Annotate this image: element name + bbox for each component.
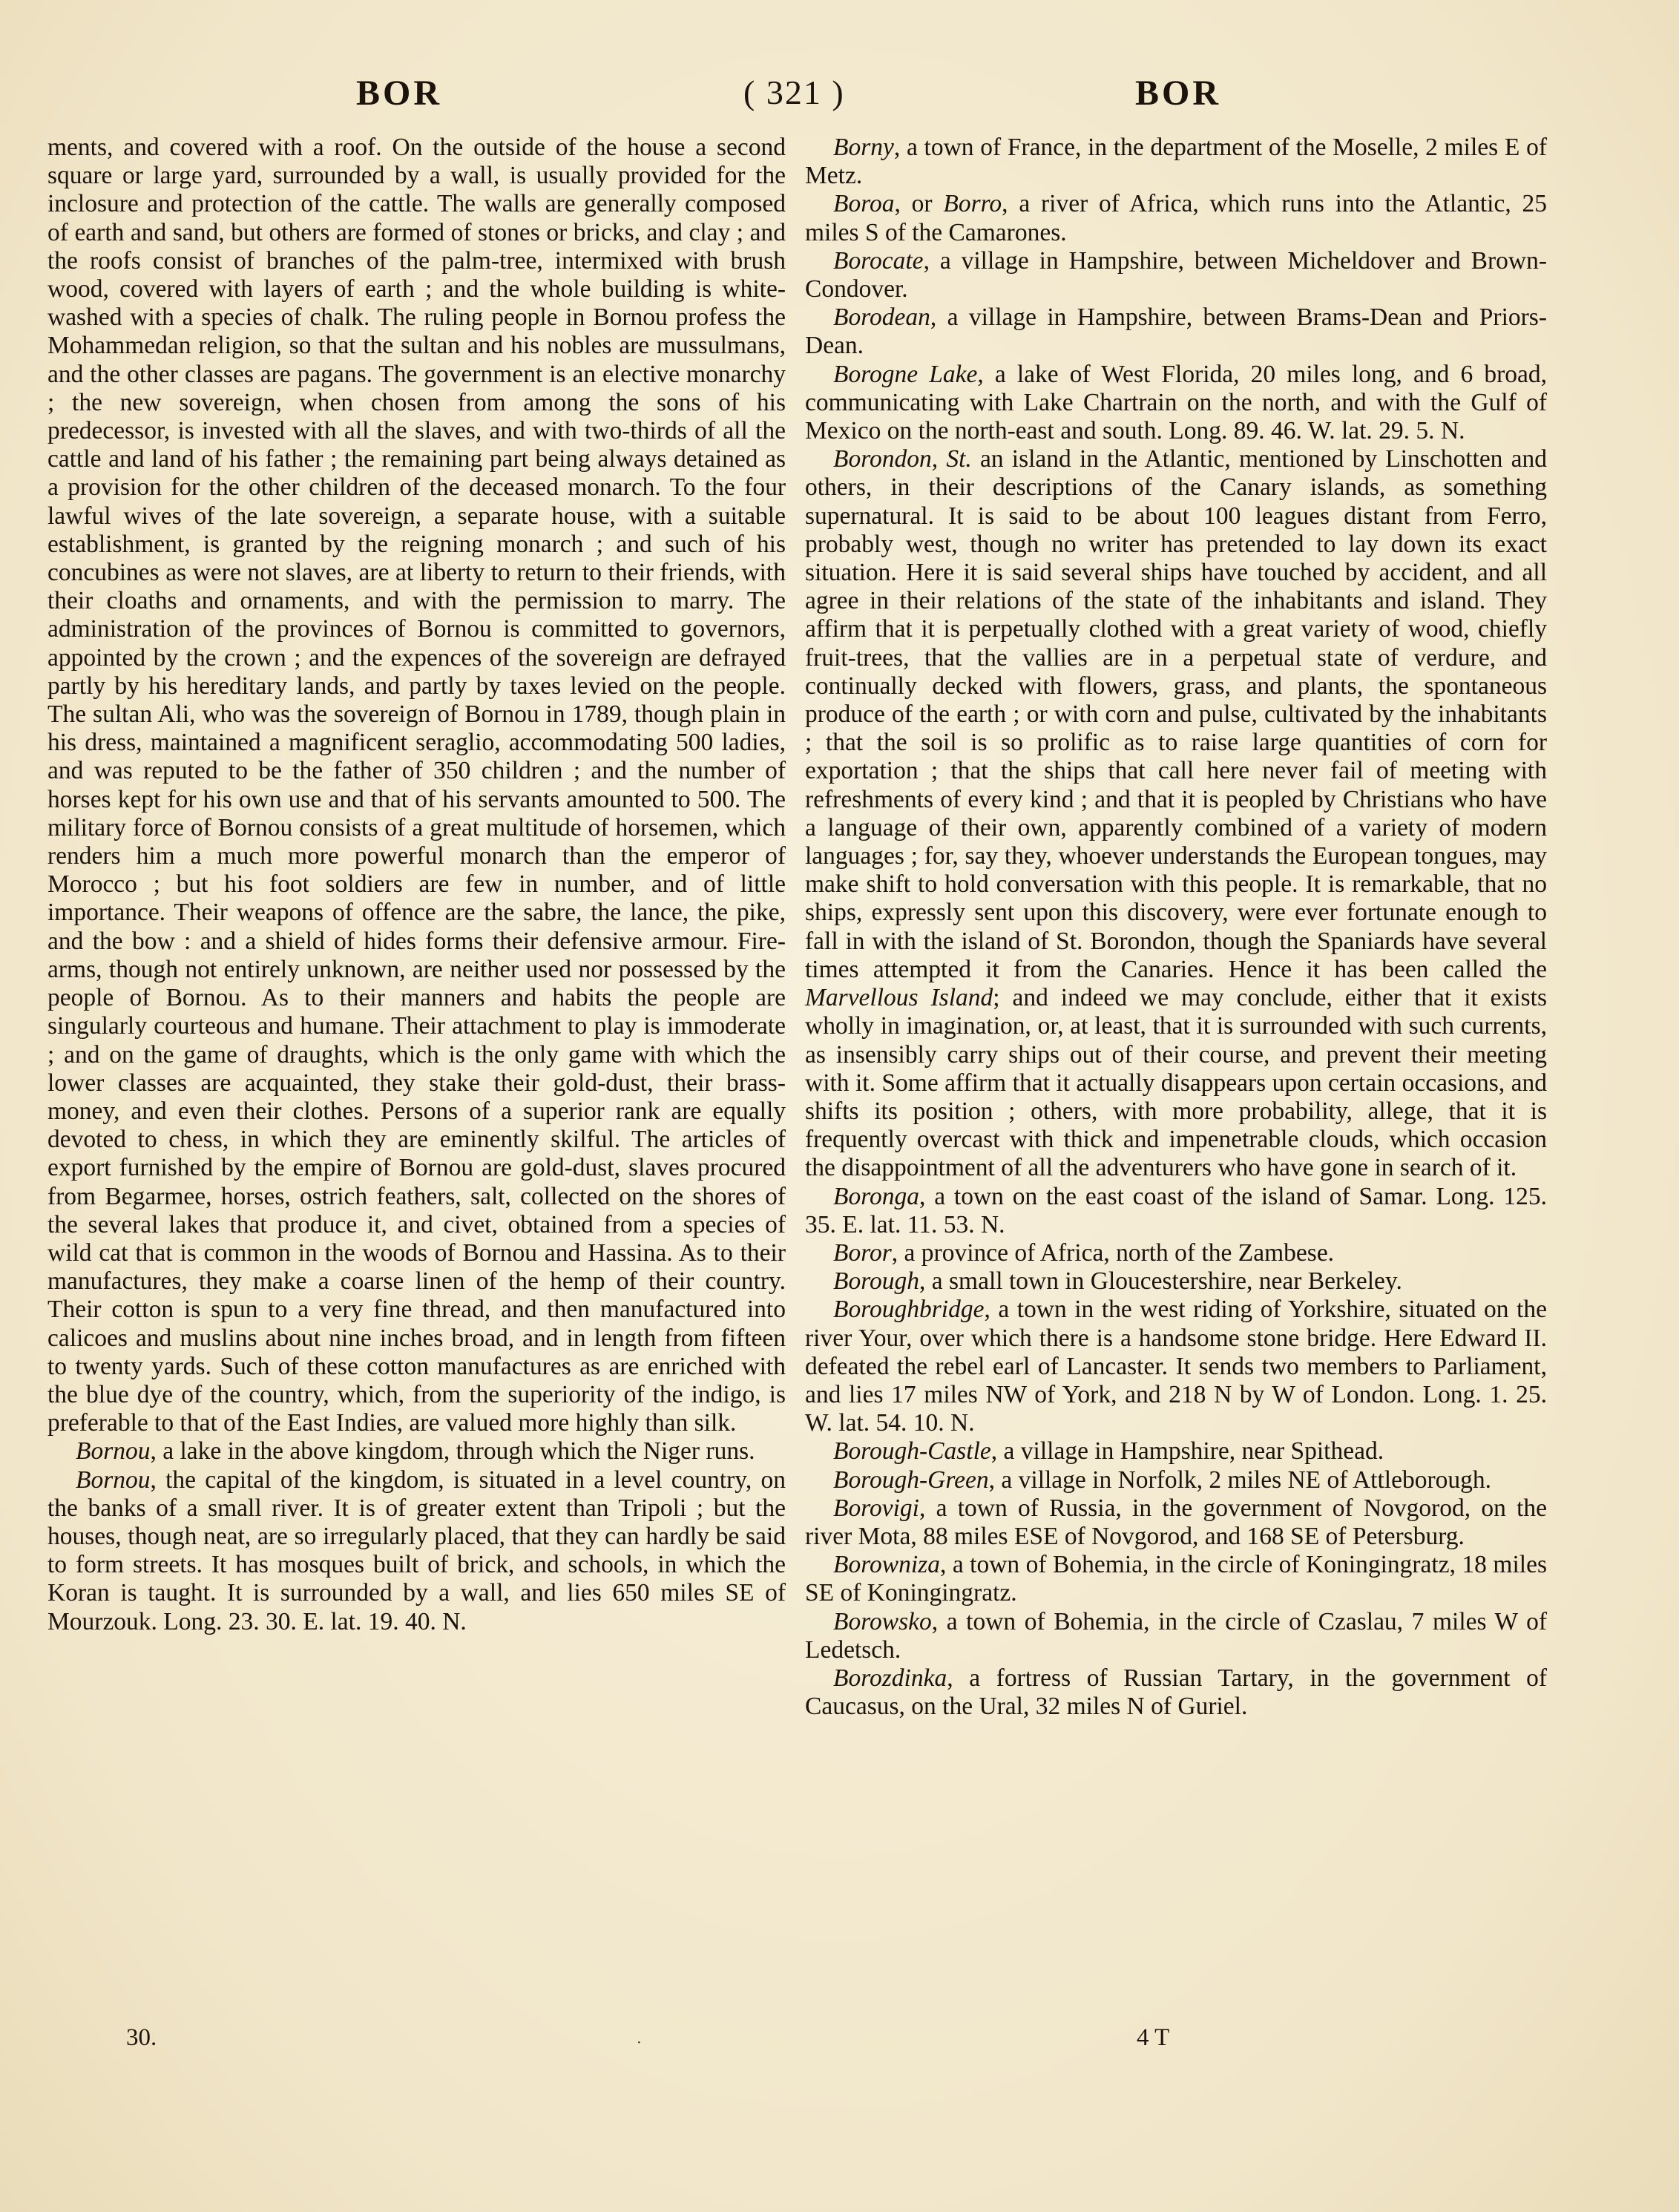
right-column	[805, 134, 1547, 1721]
entry-text: an island in the Atlantic, mentioned by Linschotten and others, in their descriptions of the Canary islands, as something supernatural. It is said to be about 100 leagues distant from Ferro, probably west, though no writer has pretended to lay down its exact situation. Here it is said several ships have touched by accident, and all agree in their relations of the state of the inhabitants and island. They affirm that it is perpetually clothed with a great variety of wood, chiefly fruit-trees, that the vallies are in a perpetual state of verdure, and continually decked with flowers, grass, and plants, the spontaneous produce of the earth ; or with corn and pulse, cultivated by the inhabitants ; that the soil is so prolific as to raise large quantities of corn for exportation ; that the ships that call here never fail of meeting with refreshments of every kind ; and that it is peopled by Christians who have a language of their own, apparently combined of a variety of modern languages ; for, say they, whoever understands the European tongues, may make shift to hold conversation with this people. It is remarkable, that no ships, expressly sent upon this discovery, were ever fortunate enough to fall in with the island of St. Borondon, though the Spaniards have several times attempted it from the Canaries. Hence it has been called the	[805, 445, 1547, 983]
entry-term: Borocate	[833, 246, 924, 275]
entry	[47, 1437, 786, 1466]
entry-text: , a town of Bohemia, in the circle of Koningingratz, 18 miles SE of Koningingratz.	[805, 1551, 1547, 1607]
entry	[805, 303, 1547, 360]
entry	[805, 1466, 1547, 1494]
entry	[805, 1183, 1547, 1239]
entry-term: Borowniza	[833, 1551, 940, 1579]
entry-term: Bornou	[76, 1466, 151, 1494]
entry-term: Borowsko	[833, 1607, 932, 1635]
entry	[805, 247, 1547, 303]
printer-dot: ·	[637, 2035, 642, 2051]
signature-mark: 30.	[126, 2024, 157, 2051]
entry-term: Borough	[833, 1267, 920, 1296]
entry-text: , a lake in the above kingdom, through which the Niger runs.	[150, 1437, 755, 1466]
entry-text: ; and indeed we may conclude, either that it exists wholly in imagination, or, at least, that it is surrounded with such currents, as insensibly carry ships out of their course, and prevent their meeting with it. Some affirm that it actually disappears upon certain occasions, and shifts its position ; others, with more probability, allege, that it is frequently overcast with thick and impenetrable clouds, which occasion the disappointment of all the adventurers who have gone in search of it.	[805, 984, 1547, 1182]
entry-term: Borough-Castle	[833, 1437, 991, 1466]
page-number: ( 321 )	[743, 73, 845, 111]
entry-term: Boroughbridge	[833, 1296, 985, 1324]
entry	[805, 1551, 1547, 1607]
entry	[805, 1494, 1547, 1551]
entry-text: , a town of Bohemia, in the circle of Czaslau, 7 miles W of Ledetsch.	[805, 1607, 1547, 1664]
entry-text: , a village in Norfolk, 2 miles NE of Attleborough.	[988, 1466, 1491, 1494]
entry-text: , a village in Hampshire, near Spithead.	[990, 1437, 1384, 1466]
entry-text: , a town of France, in the department of the Moselle, 2 miles E of Metz.	[805, 134, 1547, 190]
entry	[805, 1296, 1547, 1437]
entry-text: , a town in the west riding of Yorkshire, situated on the river Your, over which there is a handsome stone bridge. Here Edward II. defeated the rebel earl of Lancaster. It sends two members to Parliament, and lies 17 miles NW of York, and 218 N by W of London. Long. 1. 25. W. lat. 54. 10. N.	[805, 1296, 1547, 1437]
entry-term: Borozdinka	[833, 1664, 947, 1692]
entry-text: , or	[894, 190, 944, 218]
entry	[805, 134, 1547, 190]
entry	[805, 1239, 1547, 1267]
entry	[805, 1608, 1547, 1664]
entry-term: Borogne Lake	[833, 360, 978, 388]
entry-text: , a province of Africa, north of the Zambese.	[891, 1238, 1335, 1267]
entry-text: , a fortress of Russian Tartary, in the government of Caucasus, on the Ural, 32 miles N of Guriel.	[805, 1664, 1547, 1721]
entry	[805, 190, 1547, 246]
entry-term: Borovigi	[833, 1494, 919, 1522]
entry-term: Borondon, St.	[833, 445, 972, 473]
entry-term: Borny	[833, 134, 894, 161]
entry-term: Borough-Green	[833, 1466, 989, 1494]
entry-text: , a river of Africa, which runs into the Atlantic, 25 miles S of the Camarones.	[805, 190, 1547, 246]
entry-term: Borodean	[833, 303, 930, 332]
running-header	[0, 73, 1679, 125]
entry-text: , a village in Hampshire, between Micheldover and Brown-Condover.	[805, 246, 1547, 303]
header-left-catchword: BOR	[356, 73, 443, 113]
entry-term: Boror	[833, 1238, 892, 1267]
gathering-mark: 4 T	[1137, 2024, 1170, 2051]
entry	[805, 445, 1547, 1182]
entry	[47, 1466, 786, 1636]
entry-text: , a village in Hampshire, between Brams-Dean and Priors-Dean.	[805, 303, 1547, 360]
entry-text: , a lake of West Florida, 20 miles long, and 6 broad, communicating with Lake Chartrain on the north, and with the Gulf of Mexico on the north-east and south. Long. 89. 46. W. lat. 29. 5. N.	[805, 360, 1547, 445]
entry-text: , a town on the east coast of the island of Samar. Long. 125. 35. E. lat. 11. 53. N.	[805, 1182, 1547, 1238]
entry	[805, 1664, 1547, 1721]
entry	[805, 1267, 1547, 1296]
entry	[805, 1437, 1547, 1466]
entry-text: , the capital of the kingdom, is situated in a level country, on the banks of a small river. It is of greater extent than Tripoli ; but the houses, though neat, are so irregularly placed, that they can hardly be said to form streets. It has mosques built of brick, and schools, in which the Koran is taught. It is surrounded by a wall, and lies 650 miles SE of Mourzouk. Long. 23. 30. E. lat. 19. 40. N.	[47, 1466, 786, 1635]
continued-entry-text: ments, and covered with a roof. On the outside of the house a second square or large yard, surrounded by a wall, is usually provided for the inclosure and protection of the cattle. The walls are generally composed of earth and sand, but others are formed of stones or bricks, and clay ; and the roofs consist of branches of the palm-tree, intermixed with brush wood, covered with layers of earth ; and the whole building is white-washed with a species of chalk. The ruling people in Bornou profess the Mohammedan religion, so that the sultan and his nobles are mussulmans, and the other classes are pagans. The government is an elective monarchy ; the new sovereign, when chosen from among the sons of his predecessor, is invested with all the slaves, and with two-thirds of all the cattle and land of his father ; the remaining part being always detained as a provision for the other children of the deceased monarch. To the four lawful wives of the late sovereign, a separate house, with a suitable establishment, is granted by the reigning monarch ; and such of his concubines as were not slaves, are at liberty to return to their friends, with their cloaths and ornaments, and with the permission to marry. The administration of the provinces of Bornou is committed to governors, appointed by the crown ; and the expences of the sovereign are defrayed partly by his hereditary lands, and partly by taxes levied on the people. The sultan Ali, who was the sovereign of Bornou in 1789, though plain in his dress, maintained a magnificent seraglio, accommodating 500 ladies, and was reputed to be the father of 350 children ; and the number of horses kept for his own use and that of his servants amounted to 500. The military force of Bornou consists of a great multitude of horsemen, which renders him a much more powerful monarch than the emperor of Morocco ; but his foot soldiers are few in number, and of little importance. Their weapons of offence are the sabre, the lance, the pike, and the bow : and a shield of hides forms their defensive armour. Fire-arms, though not entirely unknown, are neither used nor possessed by the people of Bornou. As to their manners and habits the people are singularly courteous and humane. Their attachment to play is immoderate ; and on the game of draughts, which is the only game with which the lower classes are acquainted, they stake their gold-dust, their brass-money, and even their clothes. Persons of a superior rank are equally devoted to chess, in which they are eminently skilful. The articles of export furnished by the empire of Bornou are gold-dust, slaves procured from Begarmee, horses, ostrich feathers, salt, collected on the shores of the several lakes that produce it, and civet, obtained from a species of wild cat that is common in the woods of Bornou and Hassina. As to their manufactures, they make a coarse linen of the hemp of their country. Their cotton is spun to a very fine thread, and then manufactured into calicoes and muslins about nine inches broad, and in length from fifteen to twenty yards. Such of these cotton manufactures as are enriched with the blue dye of the country, which, from the superiority of the indigo, is preferable to that of the East Indies, are valued more highly than silk.	[47, 134, 786, 1437]
header-right-catchword: BOR	[1135, 73, 1222, 113]
entry-text: , a small town in Gloucestershire, near Berkeley.	[919, 1267, 1402, 1296]
entry-text: , a town of Russia, in the government of Novgorod, on the river Mota, 88 miles ESE of Novgorod, and 168 SE of Petersburg.	[805, 1494, 1547, 1550]
entry-term: Bornou	[76, 1437, 151, 1466]
entry	[805, 361, 1547, 446]
entry-term: Boronga	[833, 1182, 920, 1210]
entry-term-alt: Borro	[943, 190, 1002, 218]
entry-term: Boroa	[833, 190, 895, 218]
left-column	[47, 134, 786, 1636]
entry-term-inline: Marvellous Island	[805, 984, 993, 1012]
